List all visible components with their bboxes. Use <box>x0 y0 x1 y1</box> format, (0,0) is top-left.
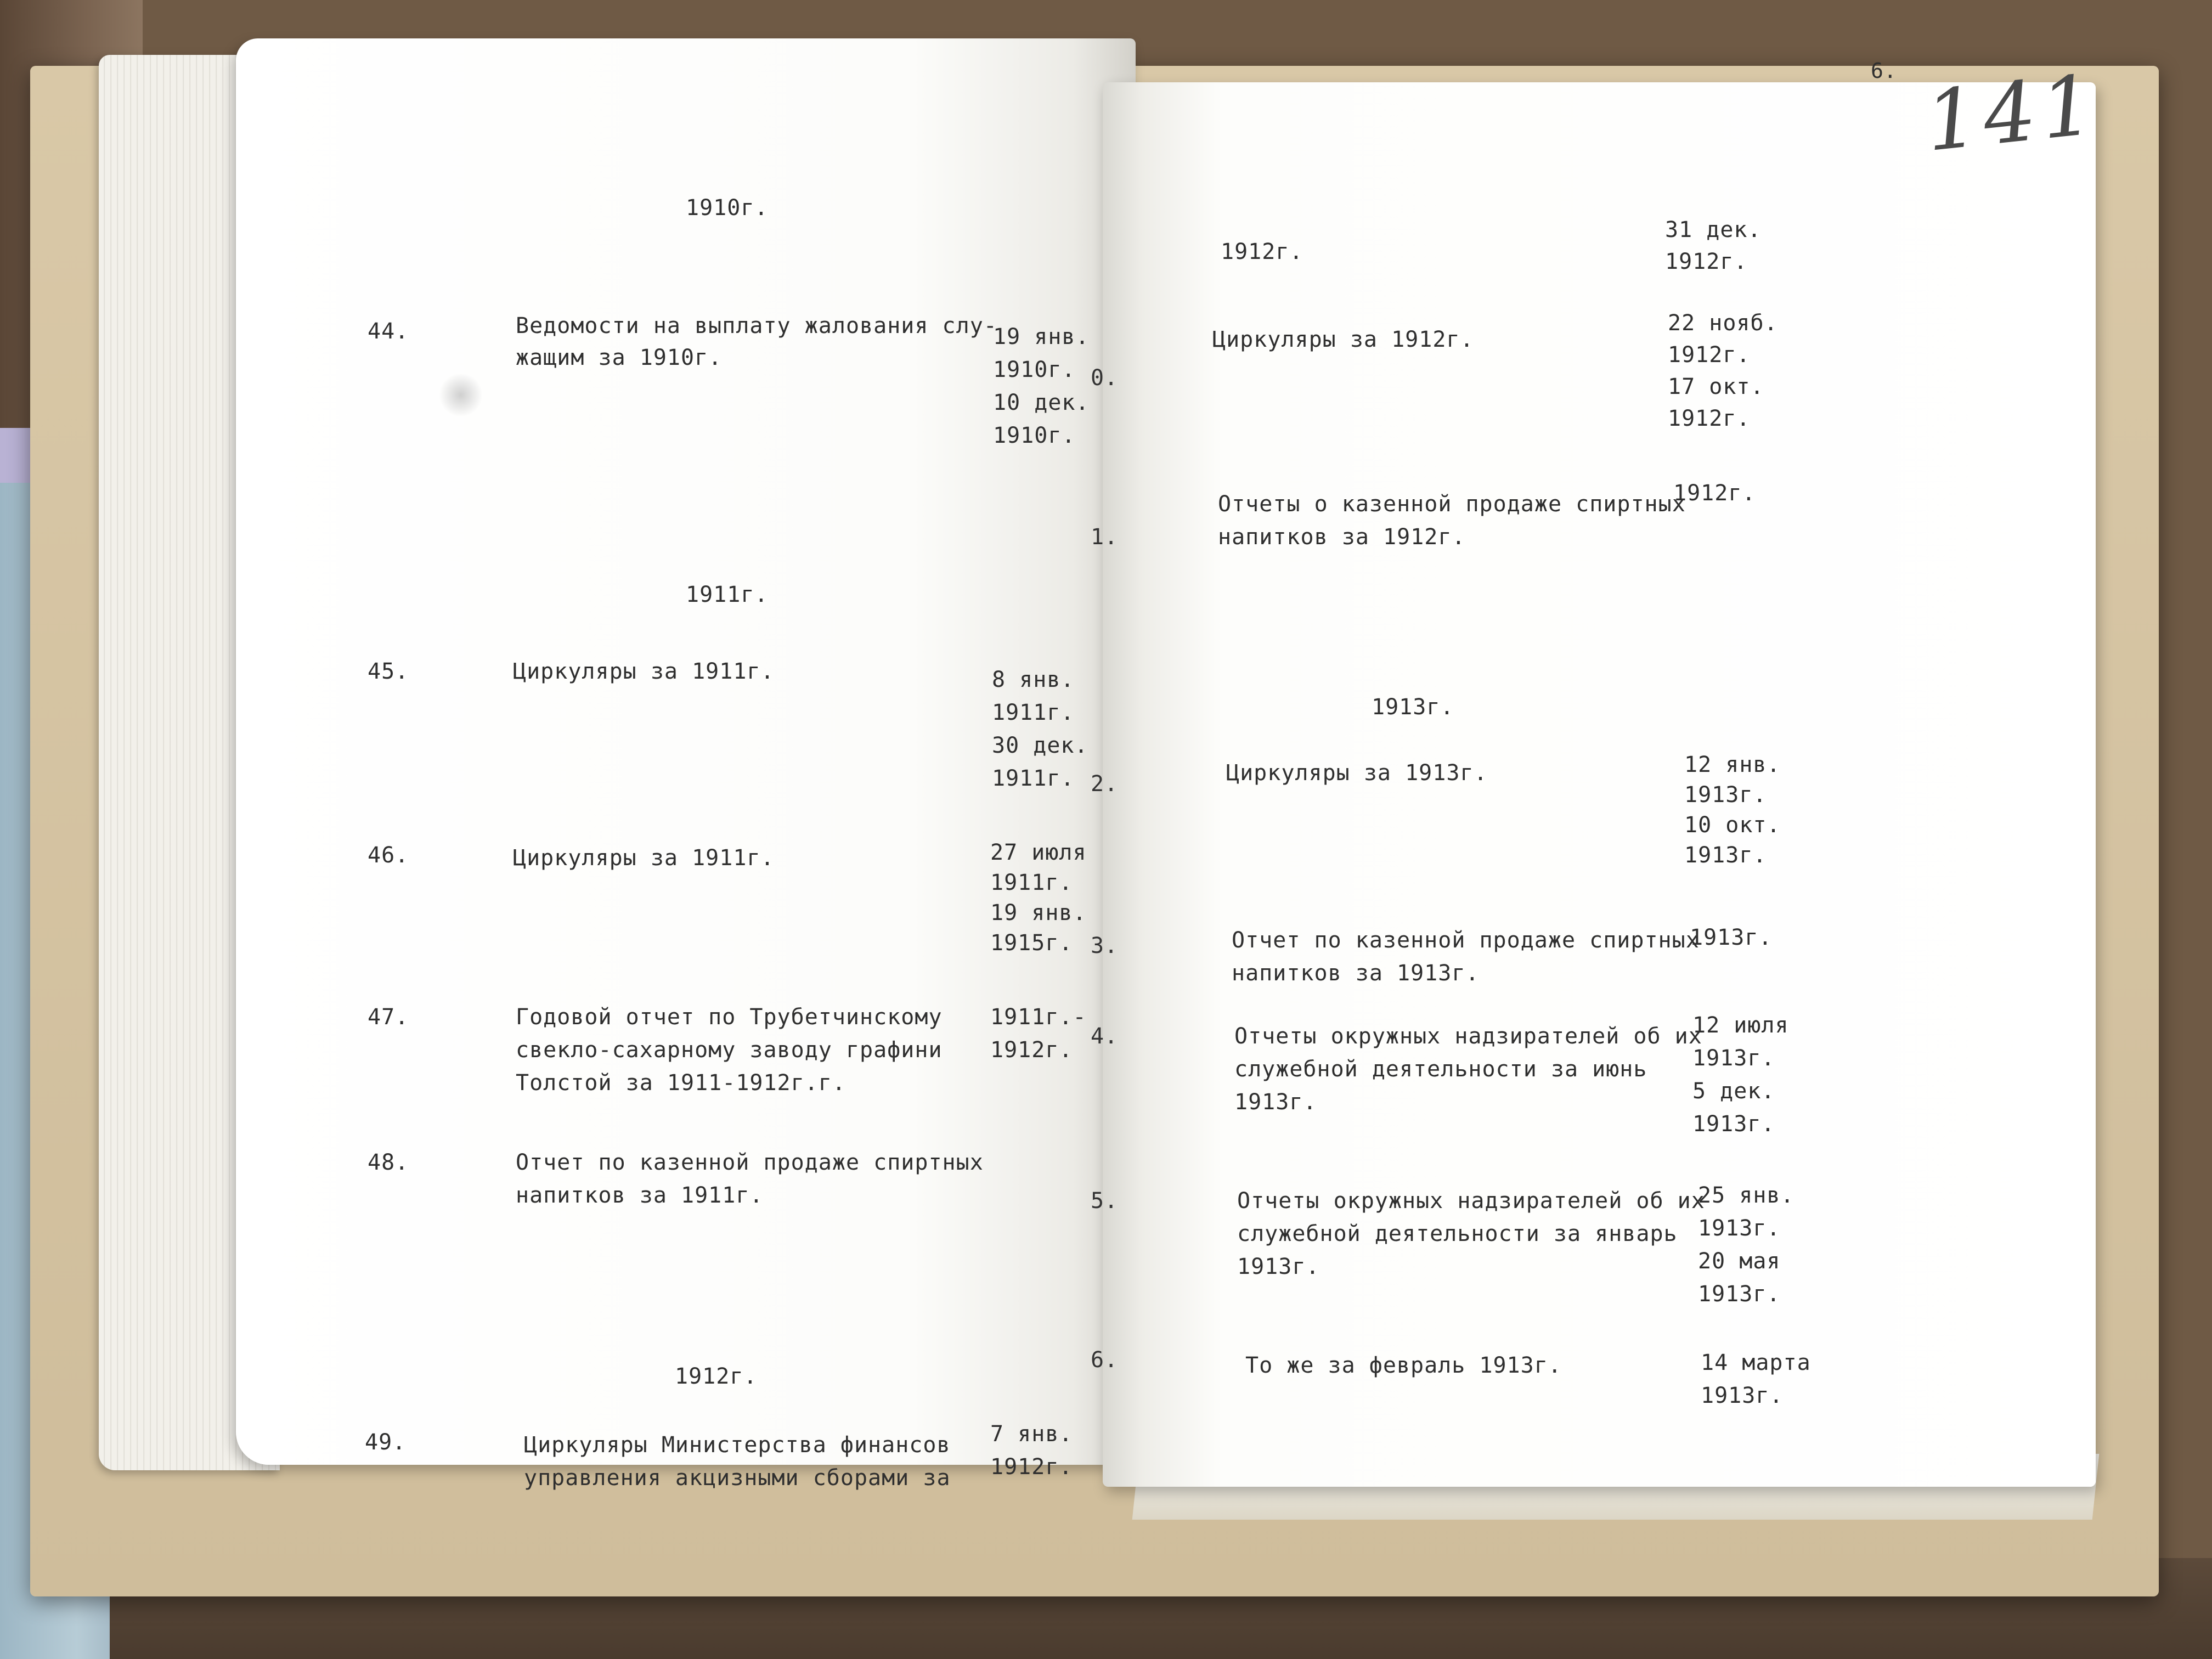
entry-50-date-3: 17 окт. <box>1668 374 1764 399</box>
entry-48-title-line-2: напитков за 1911г. <box>516 1183 764 1208</box>
entry-47-date-2: 1912г. <box>990 1037 1073 1063</box>
entry-45-title-line-1: Циркуляры за 1911г. <box>513 659 775 684</box>
entry-44-title-line-2: жащим за 1910г. <box>516 345 723 370</box>
entry-44-date-4: 1910г. <box>993 423 1076 448</box>
entry-47-title-line-1: Годовой отчет по Трубетчинскому <box>516 1005 943 1030</box>
entry-44-title-line-1: Ведомости на выплату жалования слу- <box>516 313 997 338</box>
entry-50-date-2: 1912г. <box>1668 342 1751 368</box>
entry-number-48: 48. <box>368 1150 409 1175</box>
entry-number-44: 44. <box>368 319 409 344</box>
entry-50-date-4: 1912г. <box>1668 406 1751 431</box>
entry-49-title-line-1: Циркуляры Министерства финансов <box>524 1432 951 1458</box>
section-year-1911: 1911г. <box>686 582 769 607</box>
entry-54-date-3: 5 дек. <box>1692 1079 1775 1104</box>
entry-52-date-2: 1913г. <box>1684 782 1767 808</box>
entry-49-date-1: 7 янв. <box>990 1421 1073 1447</box>
entry-54-date-2: 1913г. <box>1692 1046 1775 1071</box>
entry-number-45: 45. <box>368 659 409 684</box>
entry-number-53-cut: 3. <box>1091 933 1119 958</box>
left-page <box>236 38 1136 1491</box>
entry-46-date-3: 19 янв. <box>990 900 1087 926</box>
ink-smudge <box>439 373 483 417</box>
entry-54-title-line-3: 1913г. <box>1234 1090 1317 1115</box>
entry-number-55-cut: 5. <box>1091 1188 1119 1214</box>
entry-46-date-2: 1911г. <box>990 870 1073 895</box>
entry-45-date-1: 8 янв. <box>992 667 1075 692</box>
entry-55-title-line-2: служебной деятельности за январь <box>1237 1221 1678 1246</box>
section-year-1910: 1910г. <box>686 195 769 221</box>
entry-49-title-line-2: управления акцизными сборами за <box>524 1465 951 1491</box>
top-year-line: 1912г. <box>1221 239 1304 264</box>
entry-51-title-line-2: напитков за 1912г. <box>1218 524 1466 550</box>
entry-47-title-line-3: Толстой за 1911-1912г.г. <box>516 1070 846 1096</box>
entry-number-46: 46. <box>368 843 409 868</box>
entry-56-title-line-1: То же за февраль 1913г. <box>1245 1353 1562 1378</box>
entry-45-date-4: 1911г. <box>992 766 1075 791</box>
top-date-1: 31 дек. <box>1665 217 1762 242</box>
entry-54-date-1: 12 июля <box>1692 1013 1789 1038</box>
entry-52-date-4: 1913г. <box>1684 843 1767 868</box>
entry-52-title-line-1: Циркуляры за 1913г. <box>1226 760 1488 786</box>
entry-45-date-2: 1911г. <box>992 700 1075 725</box>
entry-46-date-1: 27 июля <box>990 840 1087 865</box>
entry-53-date-1: 1913г. <box>1690 925 1773 950</box>
entry-50-date-1: 22 нояб. <box>1668 311 1778 336</box>
entry-55-date-3: 20 мая <box>1698 1249 1781 1274</box>
entry-45-date-3: 30 дек. <box>992 733 1088 758</box>
entry-44-date-1: 19 янв. <box>993 324 1090 349</box>
entry-55-date-2: 1913г. <box>1698 1216 1781 1241</box>
entry-44-date-3: 10 дек. <box>993 390 1090 415</box>
right-page <box>1091 59 2096 1487</box>
entry-53-title-line-2: напитков за 1913г. <box>1232 961 1480 986</box>
top-date-2: 1912г. <box>1665 249 1748 274</box>
entry-47-date-1: 1911г.- <box>990 1005 1087 1030</box>
entry-55-date-1: 25 янв. <box>1698 1183 1795 1208</box>
entry-52-date-1: 12 янв. <box>1684 752 1781 777</box>
entry-51-title-line-1: Отчеты о казенной продаже спиртных <box>1218 492 1686 517</box>
entry-56-date-1: 14 марта <box>1701 1350 1811 1375</box>
entry-47-title-line-2: свекло-сахарному заводу графини <box>516 1037 943 1063</box>
section-year-1913: 1913г. <box>1372 695 1454 720</box>
entry-number-47: 47. <box>368 1005 409 1030</box>
entry-50-title-line-1: Циркуляры за 1912г. <box>1212 327 1474 352</box>
entry-number-49: 49. <box>365 1430 407 1455</box>
entry-49-date-2: 1912г. <box>990 1454 1073 1480</box>
entry-48-title-line-1: Отчет по казенной продаже спиртных <box>516 1150 984 1175</box>
entry-54-title-line-1: Отчеты окружных надзирателей об их <box>1234 1024 1702 1049</box>
entry-number-56-cut: 6. <box>1091 1347 1119 1373</box>
entry-55-title-line-1: Отчеты окружных надзирателей об их <box>1237 1188 1705 1214</box>
section-year-1912: 1912г. <box>675 1364 758 1389</box>
entry-54-title-line-2: служебной деятельности за июнь <box>1234 1057 1647 1082</box>
entry-number-50-cut: 0. <box>1091 365 1119 391</box>
page-number: 6. <box>1871 59 1897 83</box>
entry-number-54-cut: 4. <box>1091 1024 1119 1049</box>
entry-number-52-cut: 2. <box>1091 771 1119 797</box>
entry-number-51-cut: 1. <box>1091 524 1119 550</box>
entry-56-date-2: 1913г. <box>1701 1383 1784 1408</box>
entry-44-date-2: 1910г. <box>993 357 1076 382</box>
entry-52-date-3: 10 окт. <box>1684 812 1781 838</box>
entry-53-title-line-1: Отчет по казенной продаже спиртных <box>1232 928 1700 953</box>
entry-54-date-4: 1913г. <box>1692 1111 1775 1137</box>
handwritten-sheet-number: 141 <box>1921 57 2104 171</box>
entry-55-date-4: 1913г. <box>1698 1282 1781 1307</box>
entry-51-date-1: 1912г. <box>1673 481 1756 506</box>
entry-46-date-4: 1915г. <box>990 930 1073 956</box>
entry-55-title-line-3: 1913г. <box>1237 1254 1320 1279</box>
entry-46-title-line-1: Циркуляры за 1911г. <box>513 845 775 871</box>
